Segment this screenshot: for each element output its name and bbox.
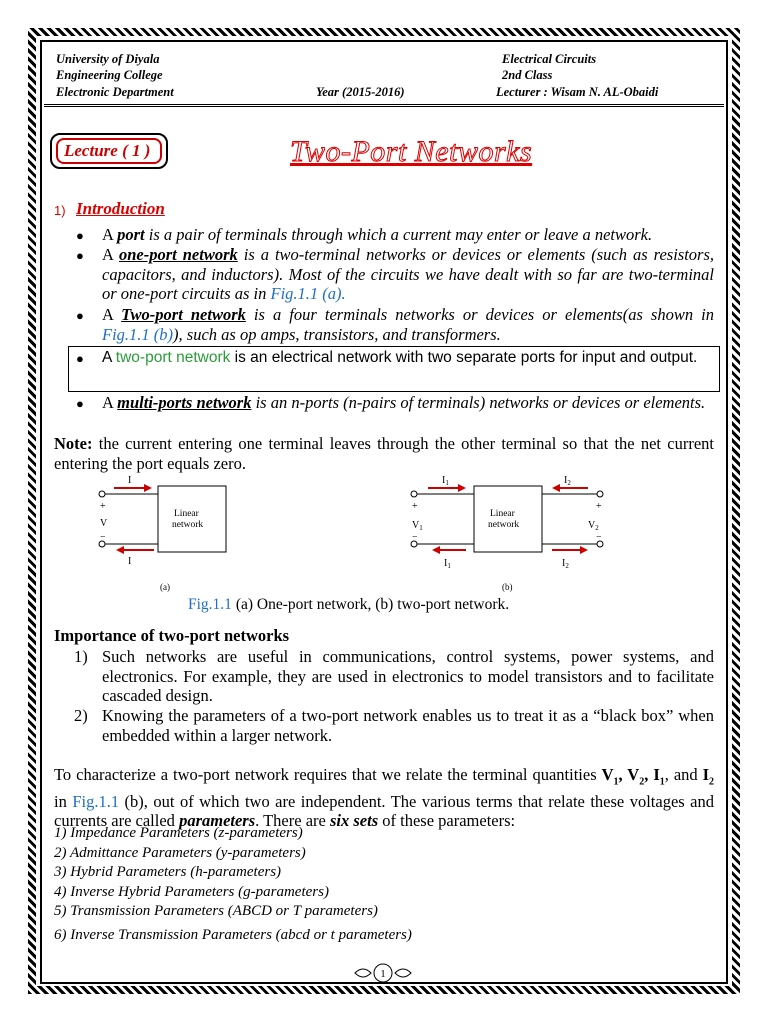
lecture-label: Lecture ( 1 ) (64, 141, 151, 160)
importance-num-1: 1) (74, 647, 88, 666)
two-port-i1-top: $I_1$ (442, 475, 449, 487)
parameter-item: 6) Inverse Transmission Parameters (abcd or t parameters) (54, 926, 412, 943)
linear-network-box (474, 486, 542, 552)
header-lecturer: Lecturer : Wisam N. AL-Obaidi (496, 85, 659, 99)
bullet-dot: ● (76, 396, 84, 411)
header-university: University of Diyala (56, 52, 160, 66)
header-college: Engineering College (56, 68, 163, 82)
header-department: Electronic Department (56, 85, 174, 99)
characterize-paragraph: To characterize a two-port network requires that we relate the terminal quantities $V_1$, $V_2$, $I_1$, and $I_2$ in Fig.1.1 (b), out of which two are independent. The various terms that relate these voltages and currents are called parameters. There are six sets of these parameters: (54, 765, 715, 831)
svg-text:+: + (412, 501, 418, 512)
two-port-diagram (411, 475, 603, 592)
two-port-i1-bottom: $I_1$ (444, 558, 451, 570)
parameter-item: 3) Hybrid Parameters (h-parameters) (54, 864, 282, 880)
bullet-two-port-definition: A two-port network is an electrical network with two separate ports for input and output. (102, 349, 698, 366)
svg-text:−: − (100, 532, 106, 543)
page-number (353, 962, 413, 984)
importance-num-2: 2) (74, 706, 88, 725)
header-divider (44, 104, 724, 107)
page-number-text: 1 (380, 968, 386, 980)
section-number: 1) (54, 203, 66, 218)
figure-label-a: (a) (160, 582, 170, 592)
svg-text:−: − (412, 532, 418, 543)
one-port-diagram (99, 475, 226, 592)
two-port-v1: $V_1$ (412, 520, 423, 532)
lecture-badge (50, 133, 168, 169)
svg-text:network: network (172, 520, 204, 530)
svg-text:+: + (596, 501, 602, 512)
figure-label-b: (b) (502, 582, 513, 592)
parameter-item: 5) Transmission Parameters (ABCD or T parameters) (54, 903, 378, 919)
page-title: Two-Port Networks (290, 135, 533, 168)
header-year: Year (2015-2016) (316, 85, 405, 99)
parameter-item: 1) Impedance Parameters (z-parameters) (54, 825, 303, 841)
parameter-list (54, 824, 412, 945)
two-port-i2-bottom: $I_2$ (562, 558, 569, 570)
bullet-port: A port is a pair of terminals through which a current may enter or leave a network. (102, 225, 653, 244)
svg-text:Linear: Linear (490, 509, 515, 519)
linear-network-box (158, 486, 226, 552)
bullet-dot: ● (76, 351, 84, 366)
circuit-figure (88, 472, 614, 600)
note-paragraph: Note: the current entering one terminal leaves through the other terminal so that the net current entering the port equals zero. (54, 434, 714, 473)
bullet-dot: ● (76, 248, 84, 263)
bullet-one-port: A one-port network is a two-terminal networks or devices or elements (such as resistors, capacitors, and inductors). Most of the circuits we have dealt with so far are two-terminal or one-port circuits as in Fig.1.1 (a). (102, 245, 714, 303)
two-port-i2-top: $I_2$ (564, 475, 571, 487)
figure-caption: Fig.1.1 (a) One-port network, (b) two-port network. (188, 596, 510, 613)
bullet-dot: ● (76, 308, 84, 323)
parameter-item: 2) Admittance Parameters (y-parameters) (54, 844, 306, 861)
svg-text:network: network (488, 520, 520, 530)
importance-item-1: Such networks are useful in communications, control systems, power systems, and electronics. For example, they are used in electronics to model transistors and to facilitate cascaded design. (102, 647, 714, 705)
header-course: Electrical Circuits (502, 52, 597, 66)
svg-text:+: + (100, 501, 106, 512)
svg-text:−: − (596, 532, 602, 543)
svg-text:Linear: Linear (174, 509, 199, 519)
header-class: 2nd Class (502, 68, 553, 82)
one-port-voltage: V (100, 518, 108, 529)
two-port-v2: $V_2$ (588, 520, 599, 532)
importance-heading: Importance of two-port networks (54, 626, 290, 645)
parameter-item: 4) Inverse Hybrid Parameters (g-parameters) (54, 883, 329, 900)
one-port-current-bottom: I (128, 556, 132, 567)
one-port-current-top: I (128, 475, 132, 486)
bullet-dot: ● (76, 228, 84, 243)
importance-item-2: Knowing the parameters of a two-port network enables us to treat it as a “black box” when embedded within a larger network. (102, 706, 714, 745)
bullet-two-port: A Two-port network is a four terminals networks or devices or elements(as shown in Fig.1.1 (b)), such as op amps, transistors, and transformers. (102, 305, 715, 344)
section-heading: Introduction (76, 199, 165, 218)
bullet-multi-port: A multi-ports network is an n-ports (n-pairs of terminals) networks or devices or elements. (102, 393, 706, 412)
